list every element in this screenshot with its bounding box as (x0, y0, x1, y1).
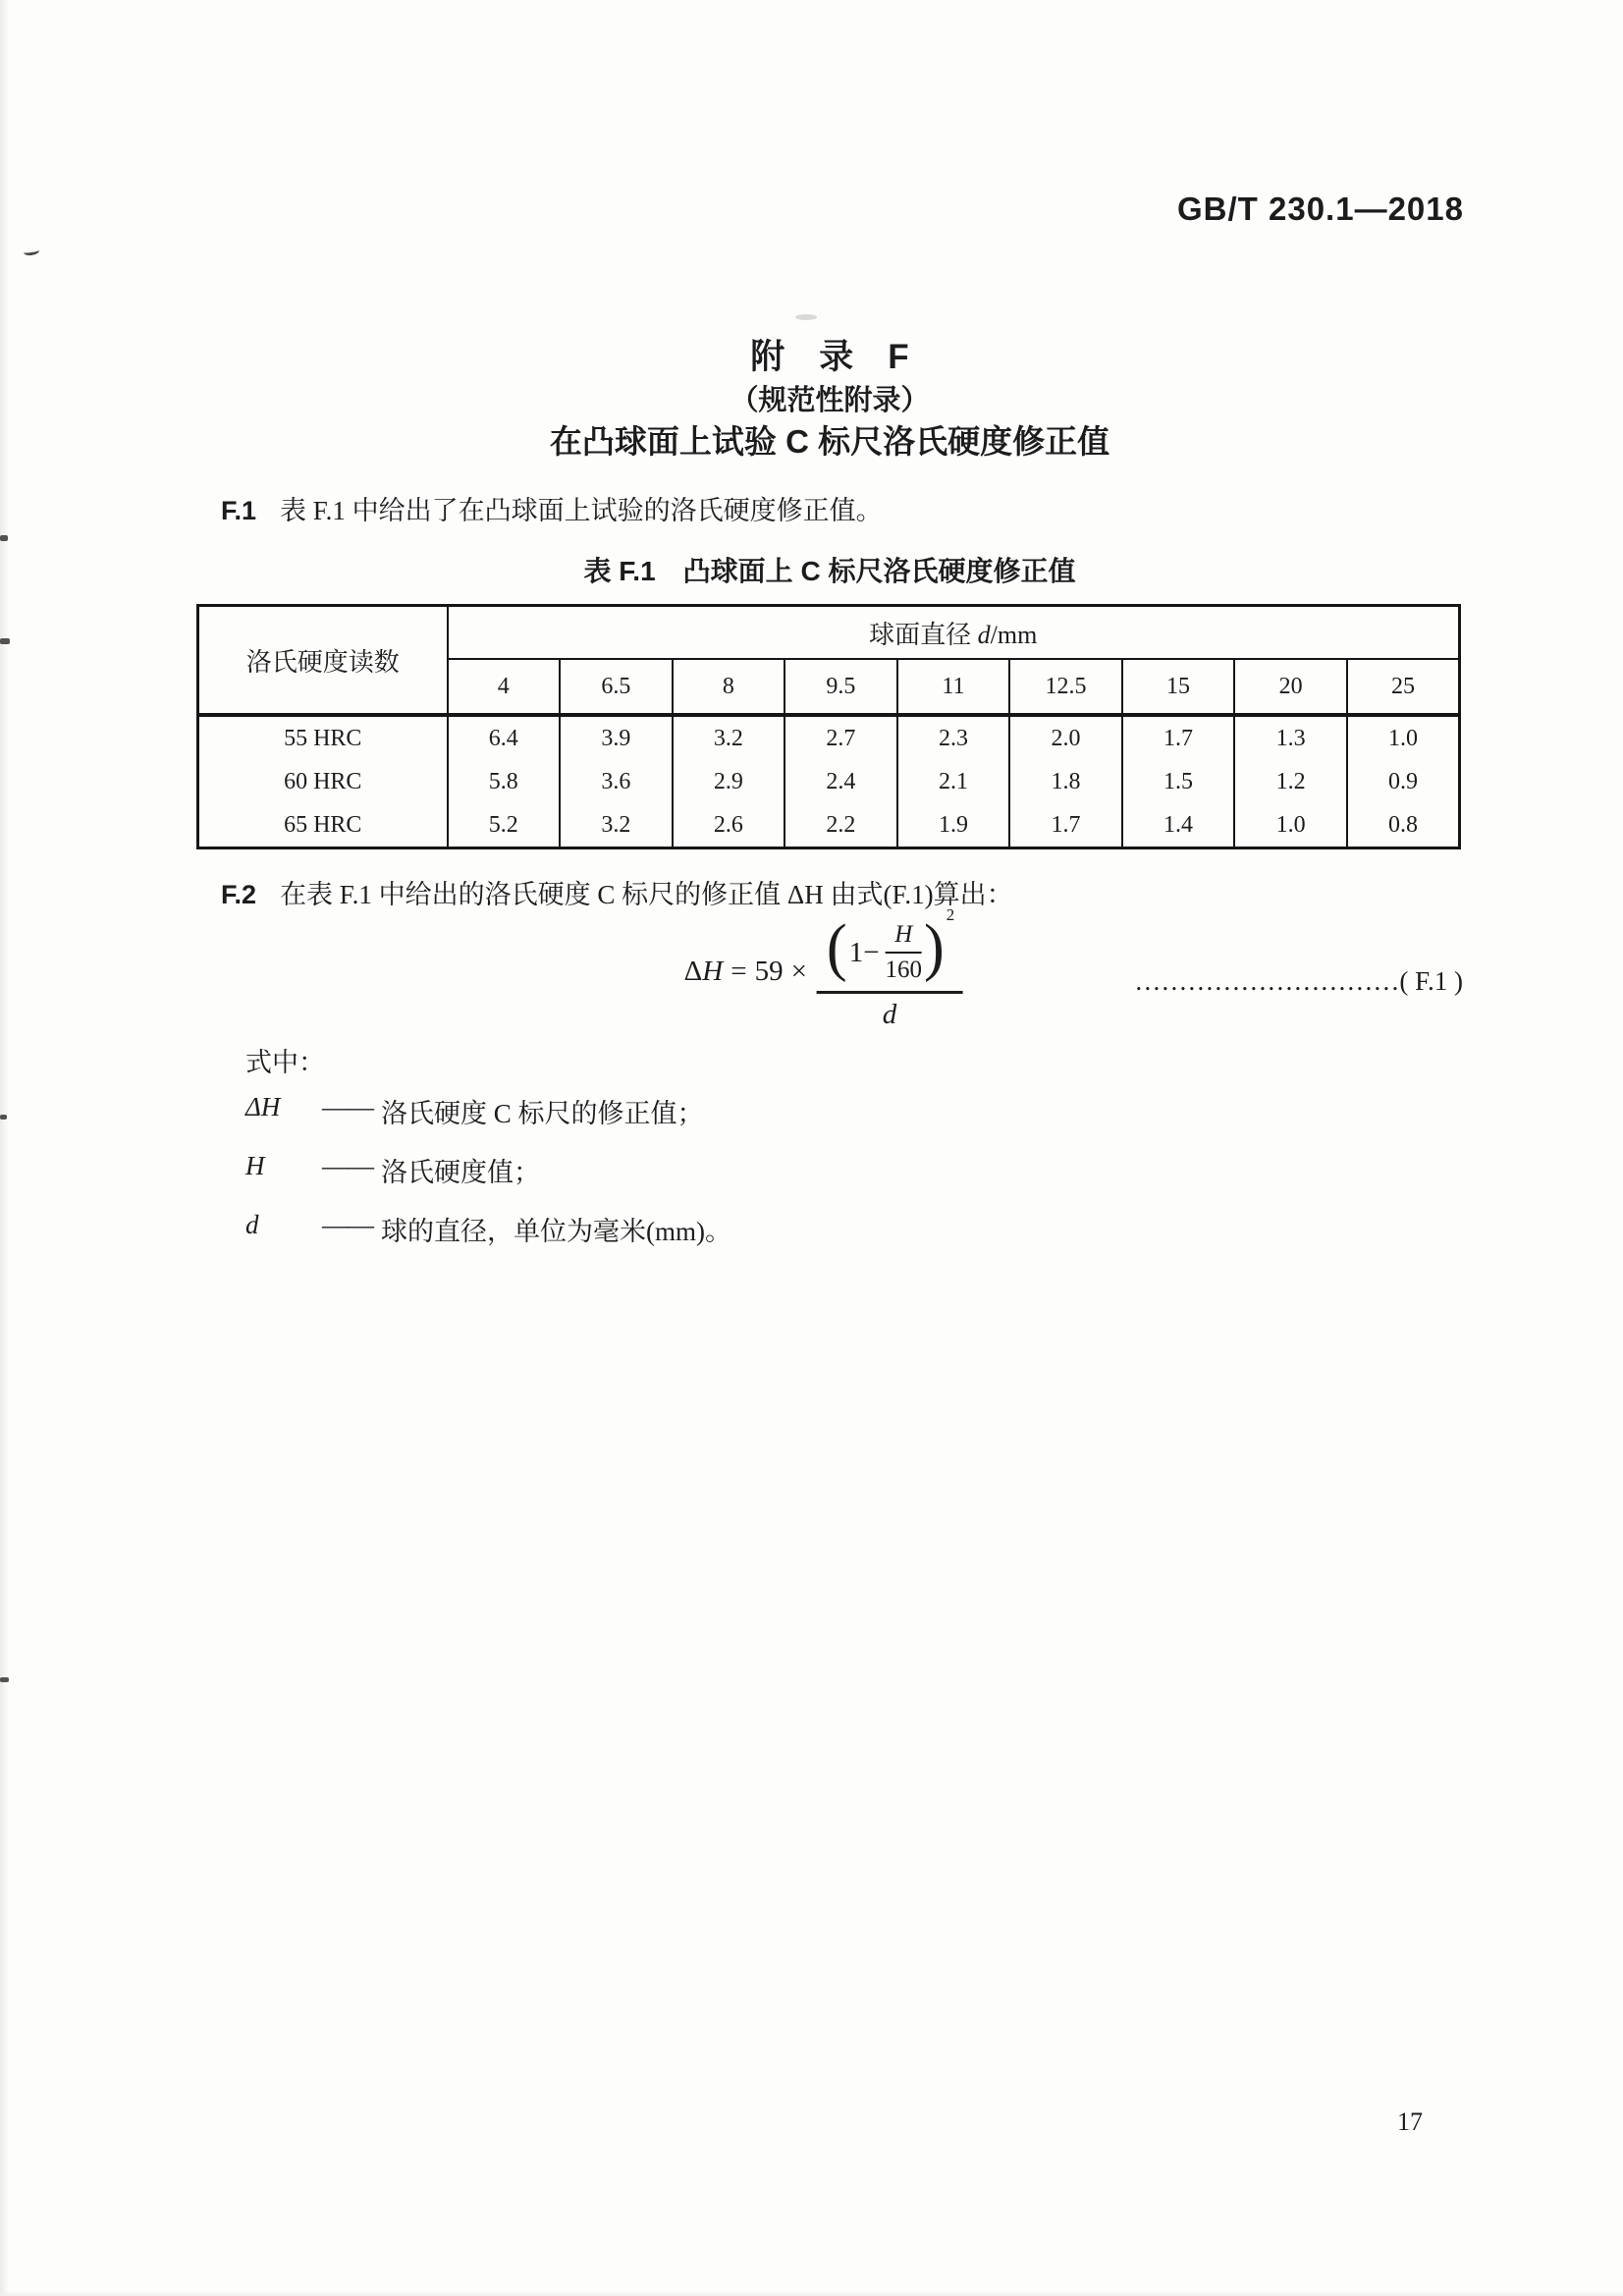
clause-text-f1: 表 F.1 中给出了在凸球面上试验的洛氏硬度修正值。 (280, 496, 883, 525)
row-label: 65 HRC (284, 811, 362, 838)
cell: 1.0 (1347, 715, 1460, 760)
cell: 3.2 (560, 803, 673, 848)
paragraph-f1 (221, 489, 883, 527)
cell: 6.4 (448, 715, 561, 760)
scan-edge-bottom (0, 2291, 1623, 2296)
scan-artifact (0, 1677, 9, 1682)
cell: 1.5 (1122, 760, 1235, 803)
diameter-header: 8 (673, 659, 785, 715)
appendix-subtitle: （规范性附录） (730, 385, 930, 416)
table-row (198, 760, 1460, 803)
cell: 1.9 (897, 803, 1010, 848)
definition-text: 球的直径，单位为毫米(mm)。 (381, 1217, 731, 1246)
scan-edge-left (0, 0, 9, 2296)
cell: 0.8 (1347, 803, 1460, 848)
appendix-heading: 在凸球面上试验 C 标尺洛氏硬度修正值 (549, 423, 1110, 460)
exponent: 2 (946, 905, 955, 924)
clause-label-f2: F.2 (221, 880, 257, 909)
cell: 5.8 (448, 760, 561, 803)
clause-text-f2: 在表 F.1 中给出的洛氏硬度 C 标尺的修正值 ΔH 由式(F.1)算出： (280, 880, 1013, 909)
scan-artifact (0, 535, 8, 541)
definition-text: 洛氏硬度值； (381, 1158, 540, 1187)
diameter-header: 25 (1347, 659, 1460, 715)
open-paren: ( (826, 911, 847, 983)
table-header-row-1 (198, 606, 1460, 660)
paragraph-f2 (221, 873, 1013, 911)
cell: 2.4 (784, 760, 897, 803)
cell: 5.2 (448, 803, 561, 848)
cell: 3.6 (560, 760, 673, 803)
cell: 3.9 (560, 715, 673, 760)
table-row (198, 715, 1460, 760)
formula-f1: ΔH = 59 × ( 1− $\frac{H}{160}$ ) 2 d (680, 911, 963, 1031)
scan-artifact (0, 1115, 7, 1120)
cell: 2.7 (784, 715, 897, 760)
formula-lhs: ΔH (683, 955, 724, 987)
page-number: 17 (1397, 2107, 1423, 2136)
cell: 2.1 (897, 760, 1010, 803)
cell: 1.0 (1234, 803, 1347, 848)
scan-artifact (0, 638, 10, 644)
symbol: ΔH (245, 1092, 281, 1121)
denominator: d (817, 991, 962, 1031)
diameter-header: 15 (1122, 659, 1235, 715)
cell: 1.4 (1122, 803, 1235, 848)
definition-row (245, 1210, 731, 1248)
dash: —— (322, 1092, 373, 1121)
diameter-header: 20 (1234, 659, 1347, 715)
scan-artifact (795, 314, 817, 320)
table-caption: 表 F.1 凸球面上 C 标尺洛氏硬度修正值 (583, 556, 1076, 586)
cell: 1.2 (1234, 760, 1347, 803)
cell: 1.7 (1122, 715, 1235, 760)
dash: —— (322, 1151, 373, 1180)
diameter-header: 6.5 (560, 659, 673, 715)
definition-row (245, 1092, 704, 1130)
cell: 1.3 (1234, 715, 1347, 760)
cell: 3.2 (673, 715, 785, 760)
cell: 2.2 (784, 803, 897, 848)
equation-number: …………………………( F.1 ) (1134, 966, 1463, 996)
row-label: 60 HRC (284, 768, 362, 794)
hardness-correction-table (196, 604, 1461, 849)
definition-row (245, 1151, 540, 1189)
close-paren: ) (923, 911, 945, 983)
diameter-header: 4 (448, 659, 561, 715)
document-number: GB/T 230.1—2018 (1177, 191, 1464, 227)
formula-block (196, 905, 1463, 1049)
diameter-header: 12.5 (1009, 659, 1122, 715)
table-corner-header: 洛氏硬度读数 (198, 606, 448, 716)
diameter-header: 11 (897, 659, 1010, 715)
scan-artifact (24, 246, 40, 256)
fraction: ( 1− $\frac{H}{160}$ ) 2 d (817, 911, 962, 1031)
clause-label-f1: F.1 (221, 496, 257, 525)
inner-fraction: $\frac{H}{160}$ (885, 921, 922, 983)
cell: 2.9 (673, 760, 785, 803)
cell: 2.6 (673, 803, 785, 848)
cell: 2.3 (897, 715, 1010, 760)
definition-text: 洛氏硬度 C 标尺的修正值； (381, 1099, 704, 1128)
where-intro: 式中： (245, 1048, 325, 1077)
cell: 1.7 (1009, 803, 1122, 848)
symbol: H (245, 1151, 265, 1180)
symbol: d (245, 1210, 259, 1239)
cell: 1.8 (1009, 760, 1122, 803)
cell: 0.9 (1347, 760, 1460, 803)
table-span-header: 球面直径 d/mm (448, 606, 1460, 660)
row-label: 55 HRC (284, 725, 362, 751)
table-row (198, 803, 1460, 848)
diameter-header: 9.5 (784, 659, 897, 715)
cell: 2.0 (1009, 715, 1122, 760)
appendix-title: 附 录 F (750, 338, 909, 376)
dash: —— (322, 1210, 373, 1239)
